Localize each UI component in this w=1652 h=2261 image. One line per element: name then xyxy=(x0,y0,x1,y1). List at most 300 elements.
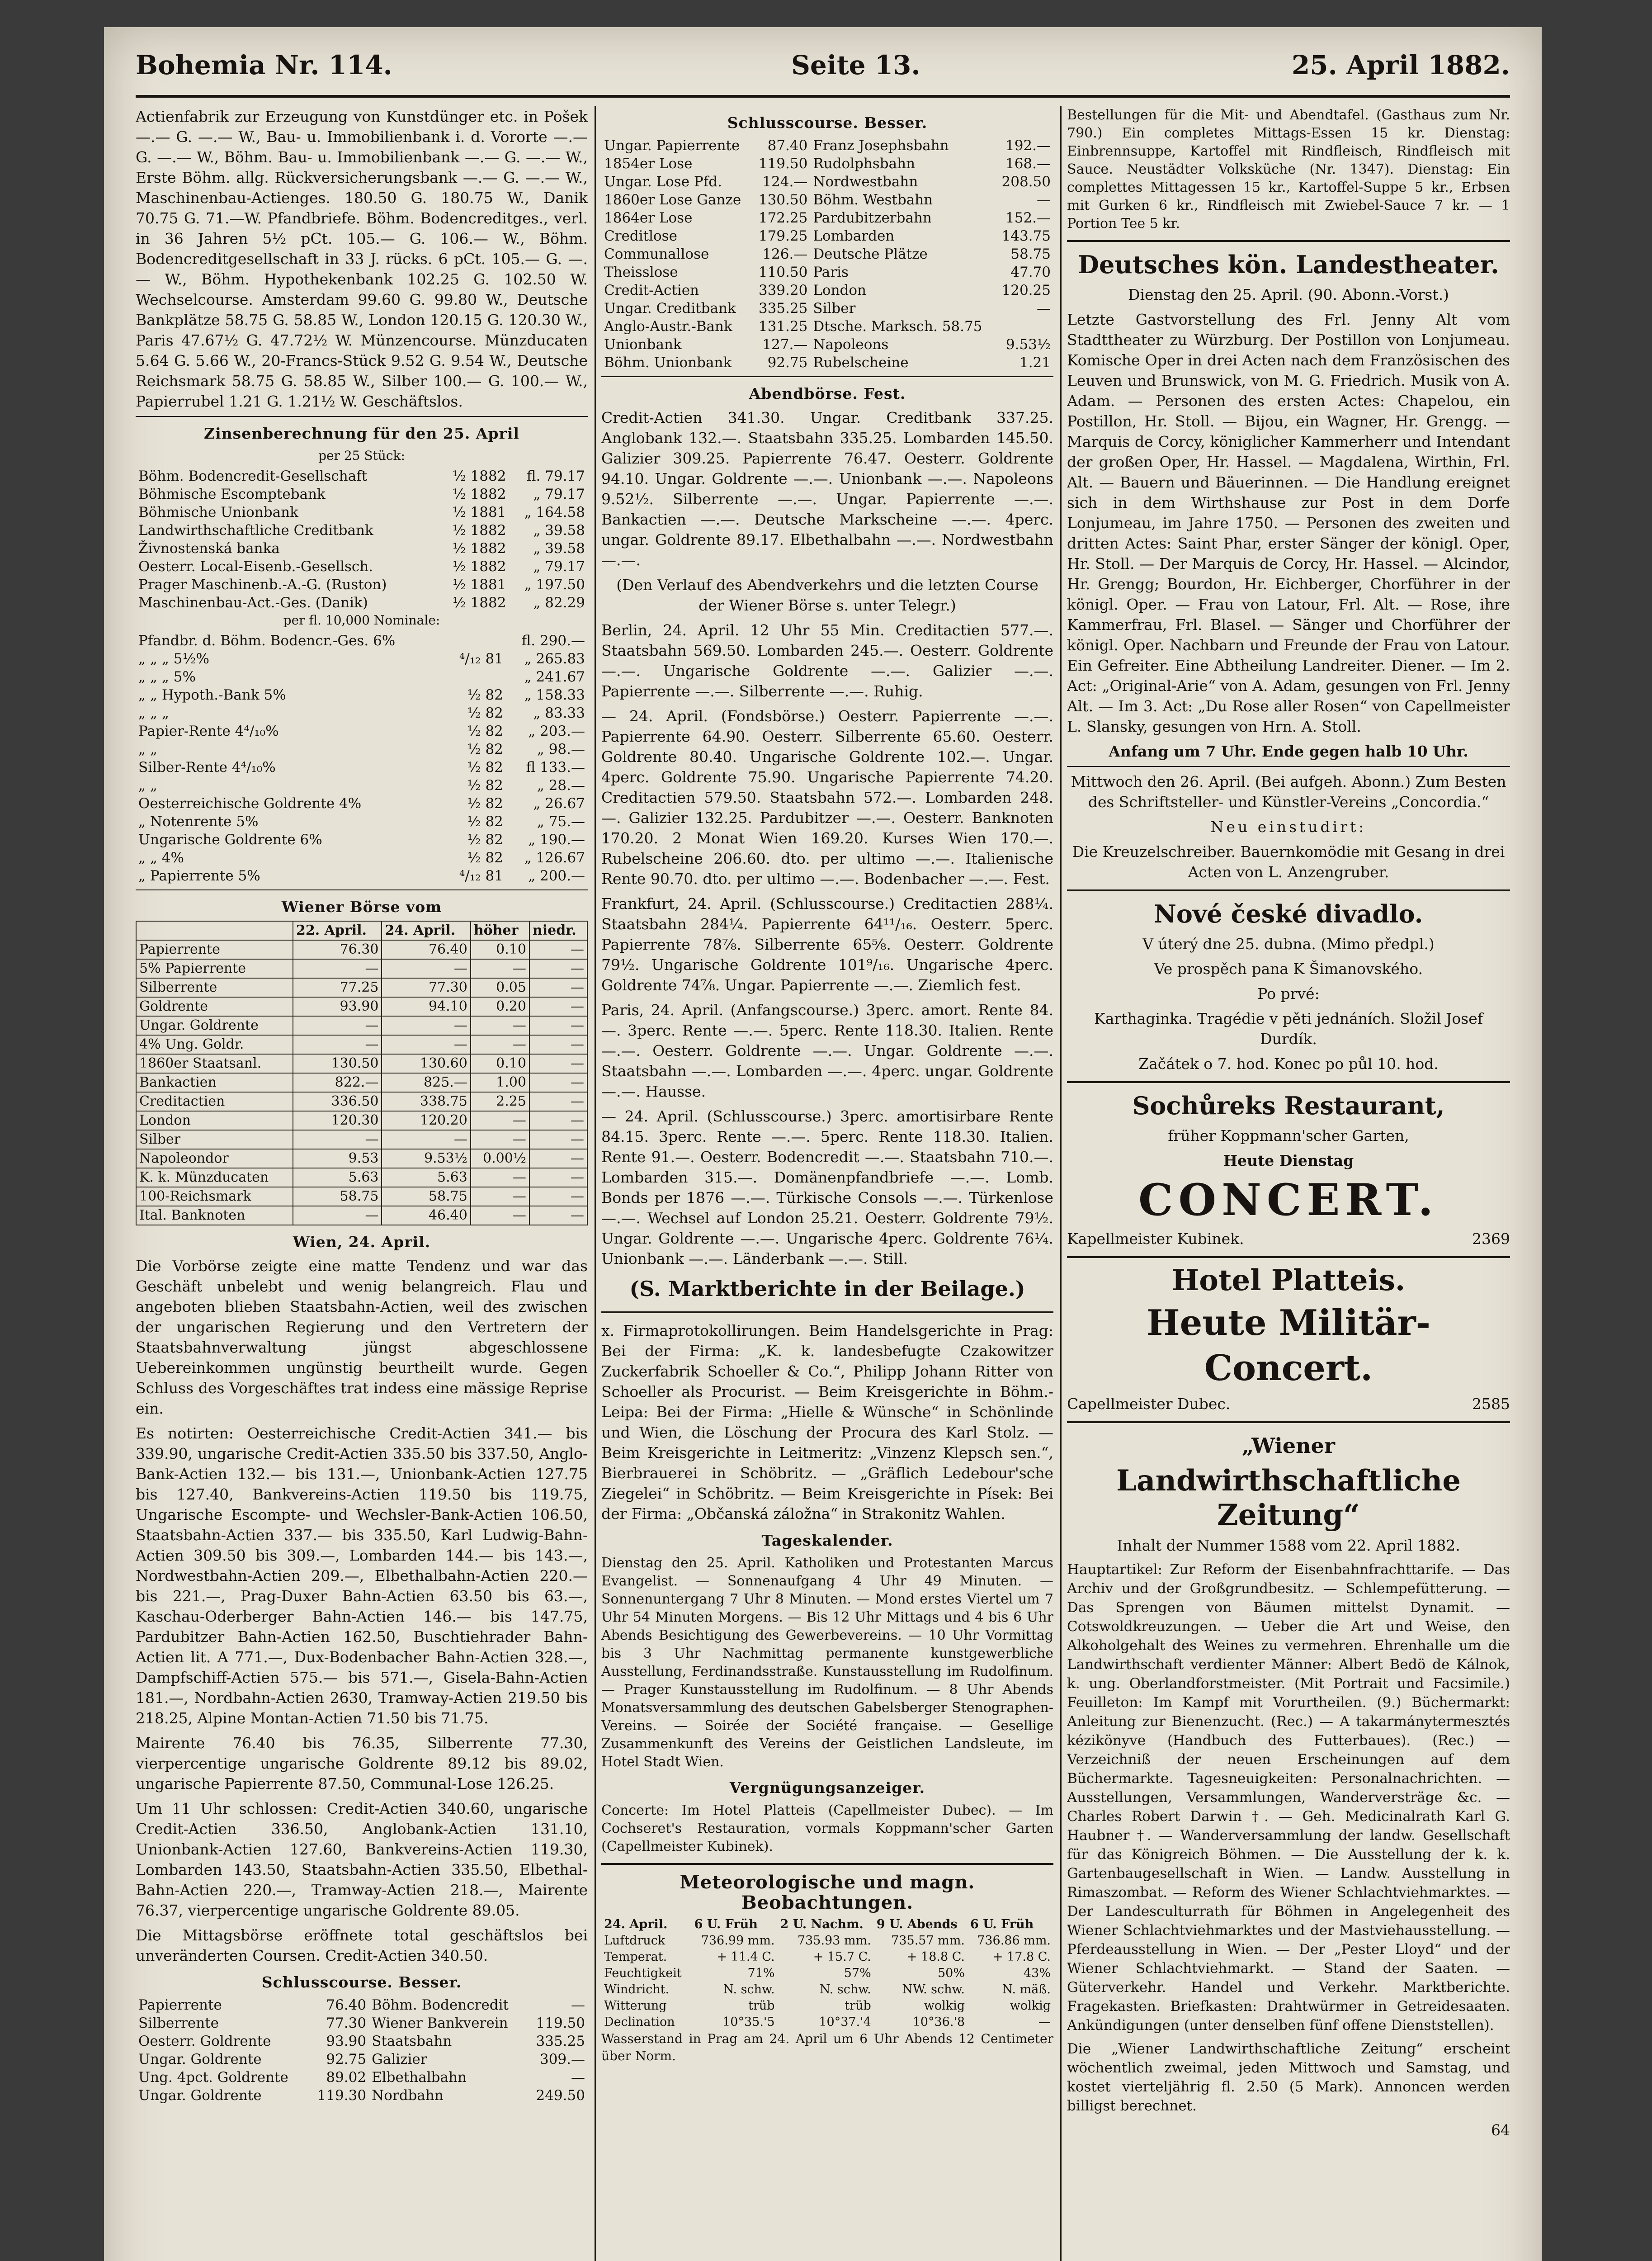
table-cell: — xyxy=(1038,2015,1051,2029)
exchange-row xyxy=(136,1130,587,1149)
table-cell: „ 158.33 xyxy=(524,687,585,703)
table-cell: — xyxy=(529,1149,587,1168)
table-cell: 92.75 xyxy=(326,2051,367,2067)
hotel-ad-number: 2585 xyxy=(1472,1395,1510,1413)
evening-exchange-heading: Abendbörse. Fest. xyxy=(749,385,906,402)
table-cell: Ungar. Creditbank xyxy=(604,300,736,317)
table-cell: Böhmische Escomptebank xyxy=(138,486,326,502)
interest-table xyxy=(136,467,588,612)
closing-row xyxy=(136,2050,588,2068)
table-cell: 131.25 xyxy=(758,318,808,335)
table-cell: Papierrente xyxy=(138,1997,222,2013)
meteo-row xyxy=(601,1933,1053,1949)
czech-theater-date: V úterý dne 25. dubna. (Mimo předpl.) xyxy=(1142,935,1435,953)
bond-row xyxy=(136,758,588,776)
bond-row xyxy=(136,813,588,831)
exchange-row xyxy=(136,997,587,1016)
table-header-row xyxy=(136,921,587,940)
table-cell: 76.40 xyxy=(326,1997,367,2013)
table-cell: 58.75 xyxy=(293,1187,382,1206)
table-cell: 249.50 xyxy=(536,2087,585,2104)
czech-theater-title: Nové české divadlo. xyxy=(1154,899,1423,928)
table-cell: „ 82.29 xyxy=(533,595,585,611)
theater-program: Letzte Gastvorstellung des Frl. Jenny Alt vom Stadttheater zu Würzburg. Der Postillon von Lonjumeau. Komische Oper in drei Acten nach dem Französischen des Leuven und Brunswick, von M. G. Friedrich. Musik von A. Adam. — Personen des ersten Actes: Chapelou, ein Postillon, Hr. Stoll. — Bijou, ein Wagner, Hr. Grengg. — Marquis de Corcy, königlicher Kammerherr und Intendant der großen Oper, Hr. Hassel. — Magdalena, Wirthin, Frl. Alt. — Bauern und Bäuerinnen. — Die Handlung ereignet sich in dem Wirthshause zur Post in dem Dorfe Lonjumeau, im Jahre 1750. — Personen des zweiten und dritten Actes: Saint Phar, erster Sänger der königl. Oper, Hr. Stoll. — Der Marquis de Corcy, Hr. Hassel. — Alcindor, Hr. Grengg; Bourdon, Hr. Eichberger, Chorführer in der königl. Oper. — Frau von Latour, Frl. Alt. — Rose, ihre Kammerfrau, Frl. Blasel. — Sänger und Chorführer der königl. Oper. Nachbarn und Freunde der Frau von Latour. Ein Gefreiter. Eine Abtheilung Landreiter. Diener. — Im 2. Act: „Original-Arie“ von A. Adam, gesungen von Frl. Jenny Alt. — Im 3. Act: „Du Rose aller Rosen“ von Capellmeister L. Slansky, gesungen von Hrn. A. Stoll. xyxy=(1067,311,1510,735)
table-cell: 10°35.'5 xyxy=(722,2015,775,2029)
table-cell: — xyxy=(471,1016,529,1035)
table-cell: — xyxy=(529,1206,587,1225)
table-cell: „ 241.67 xyxy=(524,669,585,685)
table-cell: 822.— xyxy=(293,1073,382,1092)
column-foreign-exchanges xyxy=(601,106,1053,2261)
table-cell: 10°36.'8 xyxy=(912,2015,965,2029)
hotel-ad-leader: Capellmeister Dubec. xyxy=(1067,1395,1231,1413)
table-cell: Creditactien xyxy=(136,1092,293,1111)
day-calendar-text: Dienstag den 25. April. Katholiken und Protestanten Marcus Evangelist. — Sonnenaufgang 4 Uhr 49 Minuten. — Sonnenuntergang 7 Uhr 8 Minuten. — Mond erstes Viertel um 7 Uhr 54 Minuten Morgens. — Bis 12 Uhr Mittags und 4 bis 6 Uhr Abends Besichtigung des Gewerbevereins. — 10 Uhr Vormittag bis 3 Uhr Nachmittag permanente kunstgewerbliche Ausstellung, Ferdinandsstraße. Kunstausstellung im Rudolfinum. — Prager Kunstausstellung im Rudolfinum. — 8 Uhr Abends Monatsversammlung des deutschen Gabelsberger Stenographen-Vereins. — Soirée der Société française. — Gesellige Zusammenkunft des Vereins der Geistlichen Landsleute, im Hotel Stadt Wien. xyxy=(601,1555,1053,1770)
table-cell: 5.63 xyxy=(293,1168,382,1187)
table-cell: Papierrente xyxy=(136,940,293,959)
table-cell: — xyxy=(529,1187,587,1206)
table-cell: ½ 82 xyxy=(467,850,503,866)
column-stock-exchange xyxy=(136,106,588,2261)
czech-theater-benefit: Ve prospěch pana K Šimanovského. xyxy=(1154,960,1423,978)
table-cell: + 17.8 C. xyxy=(992,1950,1051,1964)
table-cell: Pfandbr. d. Böhm. Bodencr.-Ges. 6% xyxy=(138,633,396,649)
table-cell: ½ 82 xyxy=(467,741,503,757)
newspaper-page xyxy=(104,27,1542,2261)
column-header: 6 U. Früh xyxy=(970,1917,1034,1931)
table-cell: — xyxy=(471,959,529,978)
table-cell: 87.40 xyxy=(767,137,808,154)
table-cell: London xyxy=(813,282,867,298)
divider xyxy=(1067,1421,1510,1423)
divider xyxy=(1067,240,1510,242)
table-cell: „ 39.58 xyxy=(533,522,585,539)
table-cell: 336.50 xyxy=(293,1092,382,1111)
table-cell: Wiener Bankverein xyxy=(372,2015,508,2031)
table-cell: — xyxy=(382,1130,470,1149)
table-cell: Oesterreichische Goldrente 4% xyxy=(138,795,362,812)
newspaper-ad-number: 64 xyxy=(1491,2121,1510,2139)
divider xyxy=(1067,1256,1510,1258)
newspaper-ad-pretitle: „Wiener xyxy=(1242,1433,1335,1458)
table-cell xyxy=(996,317,1053,336)
table-cell: ½ 1882 xyxy=(452,540,506,557)
table-cell: Napoleons xyxy=(813,336,889,353)
table-cell: — xyxy=(471,1111,529,1130)
table-cell: 50% xyxy=(938,1966,965,1980)
theater-times: Anfang um 7 Uhr. Ende gegen halb 10 Uhr. xyxy=(1109,743,1468,760)
table-cell: 92.75 xyxy=(767,355,808,371)
interest-subheading-2: per fl. 10,000 Nominale: xyxy=(283,613,440,628)
interest-row xyxy=(136,485,588,503)
paris-report: Paris, 24. April. (Anfangscourse.) 3perc. amort. Rente 84.—. 3perc. Rente —.—. 5perc. Rente 118.30. Italien. Rente —.—. Oesterr. Goldrente —.—. Ungar. Goldrente —.—. Staatsbahn —.—. Lombarden —.—. 4perc. ungar. Goldrente —.—. Hausse. xyxy=(601,1001,1053,1100)
table-cell: Communallose xyxy=(604,246,709,262)
table-cell: 124.— xyxy=(762,174,808,190)
table-cell: Maschinenbau-Act.-Ges. (Danik) xyxy=(138,595,368,611)
table-cell: Živnostenská banka xyxy=(138,540,280,557)
table-cell: trüb xyxy=(748,1999,775,2013)
table-cell: — xyxy=(382,1016,470,1035)
table-cell: Ungar. Goldrente xyxy=(138,2051,262,2067)
closing-row xyxy=(601,137,1053,155)
table-cell: — xyxy=(382,959,470,978)
meteo-row xyxy=(601,1965,1053,1982)
table-cell: 47.70 xyxy=(1010,264,1051,280)
table-cell: Rubelscheine xyxy=(813,355,909,371)
table-cell: ½ 1881 xyxy=(452,577,506,593)
theater-next-play: Die Kreuzelschreiber. Bauernkomödie mit Gesang in drei Acten von L. Anzengruber. xyxy=(1072,843,1505,881)
vienna-report-p3: Mairente 76.40 bis 76.35, Silberrente 77.30, vierpercentige ungarische Goldrente 89.12 bis 89.02, ungarische Papierrente 87.50, Communal-Lose 126.25. xyxy=(136,1734,588,1793)
table-cell: 735.93 mm. xyxy=(797,1934,871,1948)
table-cell: — xyxy=(571,2069,585,2086)
bond-row xyxy=(136,686,588,704)
header-paper-name: Bohemia Nr. 114. xyxy=(136,50,392,80)
exchange-row xyxy=(136,1149,587,1168)
table-cell: 192.— xyxy=(1005,137,1051,154)
vienna-report-p5: Die Mittagsbörse eröffnete total geschäftslos bei unveränderten Coursen. Credit-Actien 340.50. xyxy=(136,1926,588,1964)
table-cell: „ 265.83 xyxy=(524,651,585,667)
table-cell: ⁴/₁₂ 81 xyxy=(459,651,503,667)
table-cell: ½ 82 xyxy=(467,759,503,776)
table-cell: — xyxy=(529,1016,587,1035)
table-cell: Lombarden xyxy=(813,228,895,244)
bond-row xyxy=(136,740,588,758)
day-calendar-heading: Tageskalender. xyxy=(761,1532,893,1549)
table-cell: „ „ Hypoth.-Bank 5% xyxy=(138,687,286,703)
table-cell: 76.30 xyxy=(293,940,382,959)
bond-row xyxy=(136,632,588,650)
table-cell: — xyxy=(529,1092,587,1111)
table-cell: 126.— xyxy=(762,246,808,262)
exchange-row xyxy=(136,1016,587,1035)
table-cell: — xyxy=(471,1035,529,1054)
table-cell: 0.00½ xyxy=(471,1149,529,1168)
soup-kitchen-notice: Bestellungen für die Mit- und Abendtafel. (Gasthaus zum Nr. 790.) Ein completes Mittags-Essen 15 kr. Dienstag: Einbrennsuppe, Kartoffel mit Rindfleisch, Rindfleisch mit Sauce. Neustädter Volksküche (Nr. 1347). Dienstag: Ein complettes Mittagessen 15 kr., Kartoffel-Suppe 5 kr., Erbsen mit Gurken 6 kr., Rindfleisch mit Zwiebel-Sauce 7 kr. — 1 Portion Tee 5 kr. xyxy=(1067,107,1510,232)
table-cell: ½ 82 xyxy=(467,705,503,721)
table-cell: Nordwestbahn xyxy=(813,174,918,190)
closing-row xyxy=(601,354,1053,372)
bond-row xyxy=(136,867,588,885)
theater-date: Dienstag den 25. April. (90. Abonn.-Vorst.) xyxy=(1128,286,1449,303)
table-cell: — xyxy=(293,1130,382,1149)
vienna-report-heading: Wien, 24. April. xyxy=(293,1233,431,1251)
table-cell: 208.50 xyxy=(1001,174,1051,190)
closing-prices-heading: Schlusscourse. Besser. xyxy=(261,1973,462,1991)
table-cell: Prager Maschinenb.-A.-G. (Ruston) xyxy=(138,577,387,593)
table-cell: „ 197.50 xyxy=(524,577,585,593)
meteo-row xyxy=(601,2014,1053,2030)
table-cell: — xyxy=(571,1997,585,2013)
table-cell: K. k. Münzducaten xyxy=(136,1168,293,1187)
table-cell: Ung. 4pct. Goldrente xyxy=(138,2069,288,2086)
berlin-report: Berlin, 24. April. 12 Uhr 55 Min. Creditactien 577.—. Staatsbahn 569.50. Lombarden 245.—. Oesterr. Goldrente —.—. Ungarische Goldrente —.—. Galizier —.—. Papierrente —.—. Silberrente —.—. Ruhig. xyxy=(601,621,1053,700)
table-cell: 76.40 xyxy=(382,940,470,959)
header-page-number: Seite 13. xyxy=(791,50,920,80)
table-cell xyxy=(447,632,506,650)
table-cell: „ 75.— xyxy=(537,814,585,830)
table-cell: 43% xyxy=(1023,1966,1051,1980)
table-cell: 4% Ung. Goldr. xyxy=(136,1035,293,1054)
table-cell: ½ 82 xyxy=(467,814,503,830)
table-cell: wolkig xyxy=(1010,1999,1051,2013)
table-cell: Theisslose xyxy=(604,264,678,280)
bond-row xyxy=(136,704,588,722)
page-header xyxy=(136,41,1510,98)
table-cell: 309.— xyxy=(539,2051,585,2067)
table-cell: fl. 79.17 xyxy=(526,468,585,484)
table-cell: Silberrente xyxy=(138,2015,219,2031)
table-cell: 1864er Lose xyxy=(604,210,693,226)
interest-row xyxy=(136,594,588,612)
exchange-row xyxy=(136,1111,587,1130)
table-cell: „ 83.33 xyxy=(533,705,585,721)
table-cell: Elbethalbahn xyxy=(372,2069,467,2086)
table-cell: Ungar. Goldrente xyxy=(138,2087,262,2104)
table-cell: Goldrente xyxy=(136,997,293,1016)
entertainment-heading: Vergnügungsanzeiger. xyxy=(729,1779,925,1797)
closing-row xyxy=(601,155,1053,173)
column-header: 9 U. Abends xyxy=(876,1917,958,1931)
table-cell: + 18.8 C. xyxy=(906,1950,965,1964)
table-cell: Credit-Actien xyxy=(604,282,699,298)
table-cell: N. schw. xyxy=(723,1982,775,1996)
table-cell: 120.20 xyxy=(382,1111,470,1130)
table-cell: „ „ „ 5% xyxy=(138,669,196,685)
paris-report-2: — 24. April. (Schlusscourse.) 3perc. amortisirbare Rente 84.15. 3perc. Rente —.—. 5perc. Rente 118.30. Italien. Rente 91.—. Oesterr. Bodencredit —.—. Staatsbahn 710.—. Lombarden 315.—. Domänenpfandbriefe —.—. Lomb. Bonds per 1876 —.—. Türkische Consols —.—. Türkenlose —.—. Wechsel auf London 25.21. Oesterr. Goldrente 79½. Ungar. Goldrente —.—. Ungarische 4perc. Goldrente 76¼. Unionbank —.—. Länderbank —.—. Still. xyxy=(601,1107,1053,1268)
exchange-row xyxy=(136,1035,587,1054)
table-cell: 58.75 xyxy=(1010,246,1051,262)
table-cell: Declination xyxy=(604,2015,675,2029)
table-cell: N. mäß. xyxy=(1002,1982,1051,1996)
table-cell: Ungar. Lose Pfd. xyxy=(604,174,722,190)
restaurant-ad-leader: Kapellmeister Kubinek. xyxy=(1067,1230,1244,1248)
table-cell: 0.10 xyxy=(471,1054,529,1073)
table-cell: 5.63 xyxy=(382,1168,470,1187)
table-cell: — xyxy=(471,1206,529,1225)
meteo-row xyxy=(601,1998,1053,2014)
table-cell: 1854er Lose xyxy=(604,156,693,172)
table-cell: 10°37.'4 xyxy=(819,2015,871,2029)
table-cell: „ „ xyxy=(138,741,157,757)
table-cell: 335.25 xyxy=(536,2033,585,2049)
closing-prices-table xyxy=(136,1996,588,2105)
table-cell: NW. schw. xyxy=(902,1982,965,1996)
table-cell: ½ 82 xyxy=(467,687,503,703)
table-cell: — xyxy=(471,1168,529,1187)
restaurant-ad-title: Sochůreks Restaurant, xyxy=(1132,1091,1445,1120)
bond-row xyxy=(136,668,588,686)
vienna-report-p4: Um 11 Uhr schlossen: Credit-Actien 340.60, ungarische Credit-Actien 336.50, Anglobank-Actien 131.10, Unionbank-Actien 127.60, Bankvereins-Actien 119.30, Lombarden 143.50, Staatsbahn-Actien 335.50, Elbethal-Bahn-Actien 220.—, Tramway-Actien 218.—, Mairente 76.37, vierpercentige ungarische Goldrente 89.05. xyxy=(136,1800,588,1919)
table-cell: — xyxy=(293,1035,382,1054)
vienna-report-p1: Die Vorbörse zeigte eine matte Tendenz und war das Geschäft unbelebt und wenig belangreich. Flau und angeboten blieben Staatsbahn-Actien, weil des zwischen der ungarischen Regierung und den Vertretern der Staatsbahnverwaltung jüngst abgeschlossene Uebereinkommen ungünstig beurtheilt wurde. Gegen Schluss des Vorgeschäftes trat indess eine mässige Reprise ein. xyxy=(136,1257,588,1417)
divider xyxy=(601,1311,1053,1313)
table-cell: Rudolphsbahn xyxy=(813,156,916,172)
table-cell: Böhm. Bodencredit xyxy=(372,1997,509,2013)
vienna-exchange-table xyxy=(136,921,588,1225)
table-cell: — xyxy=(529,959,587,978)
table-header-row xyxy=(601,1916,1053,1933)
concert-banner: CONCERT. xyxy=(1138,1174,1439,1225)
closing-row xyxy=(136,2068,588,2086)
table-cell: 1860er Staatsanl. xyxy=(136,1054,293,1073)
table-cell: — xyxy=(529,978,587,997)
exchange-table-heading: Wiener Börse vom xyxy=(281,898,442,916)
table-cell: „ 164.58 xyxy=(524,504,585,520)
table-cell: London xyxy=(136,1111,293,1130)
table-cell: Luftdruck xyxy=(604,1934,666,1948)
bond-row xyxy=(136,831,588,849)
table-cell: 58.75 xyxy=(382,1187,470,1206)
table-cell: Deutsche Plätze xyxy=(813,246,928,262)
table-cell: 77.30 xyxy=(326,2015,367,2031)
closing-row xyxy=(601,191,1053,209)
exchange-row xyxy=(136,1092,587,1111)
table-cell: 825.— xyxy=(382,1073,470,1092)
table-cell: 736.86 mm. xyxy=(977,1934,1051,1948)
table-cell: — xyxy=(529,1035,587,1054)
table-cell xyxy=(447,668,506,686)
table-cell: Oesterr. Local-Eisenb.-Gesellsch. xyxy=(138,558,373,575)
closing-row xyxy=(136,2032,588,2050)
table-cell: Nordbahn xyxy=(372,2087,444,2104)
table-cell: — xyxy=(529,1054,587,1073)
bond-row xyxy=(136,776,588,795)
table-cell: Napoleondor xyxy=(136,1149,293,1168)
divider xyxy=(601,376,1053,377)
closing-row xyxy=(601,317,1053,336)
table-cell: Silber xyxy=(136,1130,293,1149)
theater-new-production: Neu einstudirt: xyxy=(1210,818,1367,836)
table-cell: 1.00 xyxy=(471,1073,529,1092)
table-cell: Pardubitzerbahn xyxy=(813,210,932,226)
closing-row xyxy=(601,173,1053,191)
table-cell: Dtsche. Marksch. 58.75 xyxy=(813,318,982,335)
table-cell: Ital. Banknoten xyxy=(136,1206,293,1225)
meteorological-heading: Meteorologische und magn. Beobachtungen. xyxy=(680,1872,975,1913)
table-cell: Böhmische Unionbank xyxy=(138,504,298,520)
table-cell: Oesterr. Goldrente xyxy=(138,2033,271,2049)
exchange-row xyxy=(136,1054,587,1073)
newspaper-ad-contents: Hauptartikel: Zur Reform der Eisenbahnfrachttarife. — Das Archiv und der Großgrundbesitz. — Schlempefütterung. — Das Sprengen von Bäumen mittelst Dynamit. — Cotswoldkreuzungen. — Ueber die Art und Weise, den Alkoholgehalt des Weines zu vermehren. Ehrenhalle um die Landwirthschaft verdienter Männer: Albert Bedö de Kálnok, k. ung. Oberlandforstmeister. (Mit Portrait und Facsimile.) Feuilleton: Im Kampf mit Vorurtheilen. (9.) Büchermarkt: Anleitung zur Bienenzucht. (Rec.) — A takarmánytermesztés kézikönyve (Handbuch des Futterbaues). (Rec.) — Verzeichniß der neuen Erscheinungen auf dem Büchermarkte. Tagesneuigkeiten: Personalnachrichten. — Ausstellungen, Versammlungen, Wanderversträge &c. — Charles Robert Darwin †. — Geh. Medicinalrath Karl G. Haubner †. — Wanderversammlung der landw. Gesellschaft für das Königreich Böhmen. — Die Ausstellung der k. k. Gartenbaugesellschaft in Wien. — Landw. Ausstellung in Rimaszombat. — Reform des Wiener Schlachtviehmarktes. — Der Landesculturrath für Böhmen in Angelegenheit des Wiener Schlachtviehmarktes und der Mastviehausstellung. — Pferdeausstellung in Wien. — Der „Pester Lloyd“ und der Wiener Schlachtviehmarkt. — Stand der Saaten. — Güterverkehr. Handel und Verkehr. Marktberichte. Fragekasten. Briefkasten: Drahtwürmer in Getreidesaaten. Ankündigungen (unter denselben fünf offene Dienststellen). xyxy=(1067,1561,1510,2034)
restaurant-ad-day: Heute Dienstag xyxy=(1223,1152,1354,1169)
column-header: niedr. xyxy=(529,921,587,940)
bond-row xyxy=(136,849,588,867)
bond-row xyxy=(136,650,588,668)
table-cell: 172.25 xyxy=(758,210,808,226)
table-cell: 339.20 xyxy=(758,282,808,298)
table-cell: — xyxy=(529,1130,587,1149)
table-cell: 71% xyxy=(747,1966,775,1980)
bond-interest-table xyxy=(136,632,588,885)
table-cell: 77.25 xyxy=(293,978,382,997)
firm-registrations: x. Firmaprotokollirungen. Beim Handelsgerichte in Prag: Bei der Firma: „K. k. landesbefugte Czakowitzer Zuckerfabrik Schoeller & Co.“, Philipp Johann Ritter von Schoeller als Procurist. — Beim Kreisgerichte in Böhm.-Leipa: Bei der Firma: „Hielle & Wünsche“ in Schönlinde und Wien, die Löschung der Procura des Karl Stolz. — Beim Kreisgerichte in Leitmeritz: „Vinzenz Klepsch sen.“, Bierbrauerei in Schöbritz. — „Gräflich Ledebour'sche Ziegelei“ in Schöbritz. — Beim Kreisgerichte in Písek: Bei der Firma: „Občanská záložna“ in Strakonitz Wahlen. xyxy=(601,1322,1053,1523)
evening-exchange-note: (Den Verlauf des Abendverkehrs und die letzten Course der Wiener Börse s. unter Telegr.) xyxy=(616,576,1038,614)
theater-title: Deutsches kön. Landestheater. xyxy=(1078,250,1499,279)
table-cell: ½ 1882 xyxy=(452,522,506,539)
column-announcements xyxy=(1067,106,1510,2261)
restaurant-ad-footer xyxy=(1067,1229,1510,1249)
interest-row xyxy=(136,503,588,521)
table-cell: — xyxy=(529,940,587,959)
theater-next-day: Mittwoch den 26. April. (Bei aufgeh. Abonn.) Zum Besten des Schriftsteller- und Künstler-Vereins „Concordia.“ xyxy=(1071,773,1506,811)
table-cell: — xyxy=(529,1168,587,1187)
table-cell: trüb xyxy=(845,1999,871,2013)
table-cell: Bankactien xyxy=(136,1073,293,1092)
bond-row xyxy=(136,795,588,813)
table-cell: 9.53½ xyxy=(382,1149,470,1168)
table-cell: „ Notenrente 5% xyxy=(138,814,259,830)
table-cell: — xyxy=(293,1016,382,1035)
table-cell: „ 190.— xyxy=(528,832,585,848)
table-cell: ½ 1882 xyxy=(452,558,506,575)
interest-row xyxy=(136,539,588,558)
table-cell: Ungar. Goldrente xyxy=(136,1016,293,1035)
table-cell: Temperat. xyxy=(604,1950,667,1964)
hotel-ad-title: Hotel Platteis. xyxy=(1171,1263,1406,1297)
table-cell: 120.25 xyxy=(1001,282,1051,298)
table-cell: ½ 82 xyxy=(467,723,503,739)
table-cell: Papier-Rente 4⁴/₁₀% xyxy=(138,723,279,739)
vienna-report-p2: Es notirten: Oesterreichische Credit-Actien 341.— bis 339.90, ungarische Credit-Actien 335.50 bis 337.50, Anglo-Bank-Actien 132.— bis 131.—, Unionbank-Actien 127.75 bis 127.40, Bankvereins-Actien 119.50 bis 119.75, Ungarische Escompte- und Wechsler-Bank-Actien 106.50, Staatsbahn-Actien 337.— bis 335.50, Karl Ludwig-Bahn-Actien 309.50 bis 309.—, Lombarden 144.— bis 143.—, Nordwestbahn-Actien 209.—, Elbethalbahn-Actien 220.— bis 221.—, Prag-Duxer Bahn-Actien 63.50 bis 63.—, Kaschau-Oderberger Bahn-Actien 146.— bis 147.75, Pardubitzer Bahn-Actien 162.50, Buschtiehrader Bahn-Actien lit. A 771.—, Dux-Bodenbacher Bahn-Actien 328.—, Dampfschiff-Actien 575.— bis 571.—, Gisela-Bahn-Actien 181.—, Nordbahn-Actien 2630, Tramway-Actien 219.50 bis 218.25, Alpine Montan-Actien 71.50 bis 71.75. xyxy=(136,1424,588,1727)
interest-row xyxy=(136,467,588,485)
table-cell: Staatsbahn xyxy=(372,2033,452,2049)
table-cell: Galizier xyxy=(372,2051,427,2067)
table-cell: 110.50 xyxy=(758,264,808,280)
table-cell: Silber xyxy=(813,300,856,317)
table-cell: 152.— xyxy=(1005,210,1051,226)
closing-row xyxy=(601,336,1053,354)
table-cell: fl. 290.— xyxy=(521,633,585,649)
table-cell: ½ 1882 xyxy=(452,486,506,502)
table-cell: 119.50 xyxy=(758,156,808,172)
exchange-row xyxy=(136,1187,587,1206)
table-cell: 94.10 xyxy=(382,997,470,1016)
table-cell: „ 26.67 xyxy=(533,795,585,812)
column-header: 24. April. xyxy=(604,1917,668,1931)
table-cell: — xyxy=(529,997,587,1016)
table-cell: 0.10 xyxy=(471,940,529,959)
closing-prices-heading: Schlusscourse. Besser. xyxy=(727,114,928,132)
interest-row xyxy=(136,576,588,594)
table-cell: — xyxy=(382,1035,470,1054)
table-cell: 735.57 mm. xyxy=(891,1934,965,1948)
divider xyxy=(136,416,588,417)
table-cell: 9.53 xyxy=(293,1149,382,1168)
table-cell: fl 133.— xyxy=(526,759,585,776)
table-cell: Landwirthschaftliche Creditbank xyxy=(138,522,373,539)
table-cell: 338.75 xyxy=(382,1092,470,1111)
table-cell: — xyxy=(1037,300,1051,317)
table-cell: 736.99 mm. xyxy=(701,1934,775,1948)
table-cell: ½ 1882 xyxy=(452,595,506,611)
table-cell: Böhm. Bodencredit-Gesellschaft xyxy=(138,468,368,484)
restaurant-ad-number: 2369 xyxy=(1472,1230,1510,1248)
closing-row xyxy=(601,227,1053,245)
meteo-row xyxy=(601,1949,1053,1965)
table-cell: 143.75 xyxy=(1001,228,1051,244)
divider xyxy=(1067,889,1510,891)
divider xyxy=(1067,766,1510,767)
table-cell: „ 98.— xyxy=(537,741,585,757)
table-cell: Ungarische Goldrente 6% xyxy=(138,832,322,848)
table-cell: Witterung xyxy=(604,1999,667,2013)
table-cell: „ 79.17 xyxy=(533,486,585,502)
exchange-row xyxy=(136,978,587,997)
table-cell: 93.90 xyxy=(326,2033,367,2049)
interest-heading: Zinsenberechnung für den 25. April xyxy=(204,425,519,442)
table-cell: ½ 1882 xyxy=(452,468,506,484)
table-cell: „ „ „ 5½% xyxy=(138,651,209,667)
